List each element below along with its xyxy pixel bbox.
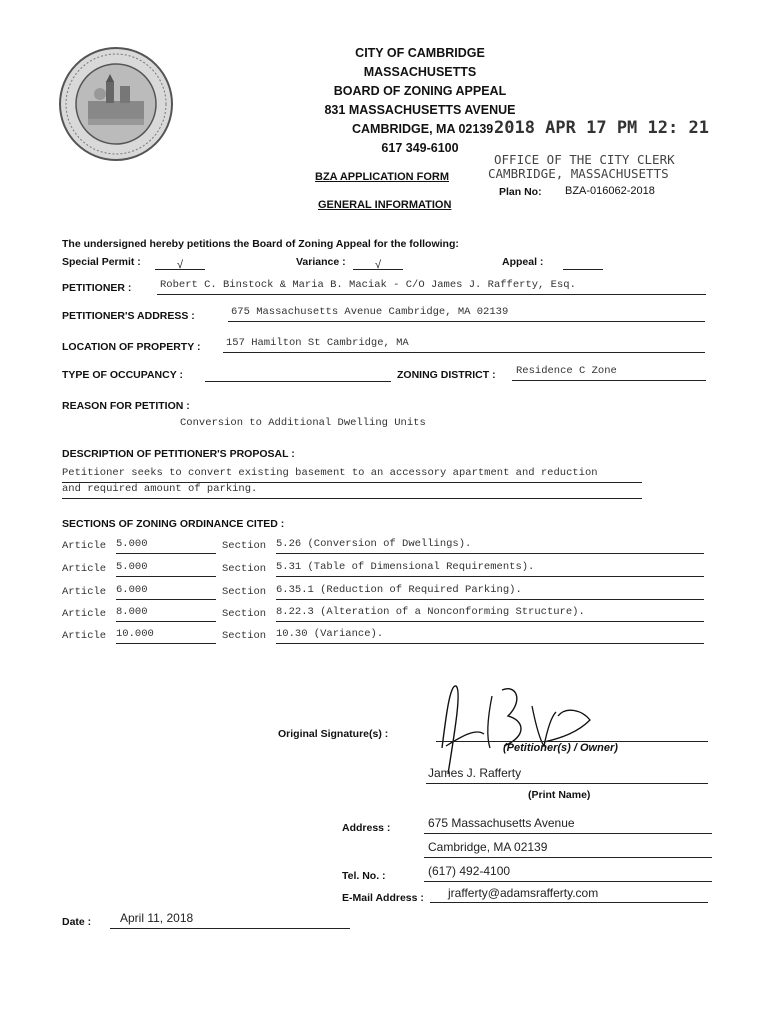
proposal-label: DESCRIPTION OF PETITIONER'S PROPOSAL : (62, 448, 295, 460)
section-word: Section (222, 586, 267, 598)
article-number: 6.000 (116, 584, 216, 600)
reason-label: REASON FOR PETITION : (62, 400, 190, 412)
section-word: Section (222, 540, 267, 552)
petitioner-label: PETITIONER : (62, 282, 132, 294)
plan-number: BZA-016062-2018 (565, 185, 655, 197)
seal-emblem-icon (58, 46, 174, 162)
header-phone: 617 349-6100 (381, 141, 459, 155)
sections-row-4 (62, 606, 704, 624)
article-word: Article (62, 586, 107, 598)
printed-name: James J. Rafferty (428, 766, 522, 780)
appeal-label: Appeal : (502, 256, 544, 268)
stamp-city: CAMBRIDGE, MASSACHUSETTS (488, 166, 669, 181)
intro-text: The undersigned hereby petitions the Board of Zoning Appeal for the following: (62, 238, 459, 250)
section-word: Section (222, 630, 267, 642)
article-number: 5.000 (116, 538, 216, 554)
tel-field[interactable]: (617) 492-4100 (424, 864, 712, 882)
location-field[interactable]: 157 Hamilton St Cambridge, MA (223, 337, 705, 353)
section-word: Section (222, 608, 267, 620)
proposal-line-1: Petitioner seeks to convert existing basement to an accessory apartment and reduction (62, 467, 642, 483)
printed-name-line (426, 782, 708, 784)
reason-value: Conversion to Additional Dwelling Units (180, 417, 426, 429)
header-street: 831 MASSACHUSETTS AVENUE (324, 103, 516, 117)
header-citystate: CAMBRIDGE, MA 02139 (352, 122, 494, 136)
variance-check: √ (374, 259, 382, 271)
article-word: Article (62, 540, 107, 552)
section-text: 6.35.1 (Reduction of Required Parking). (276, 584, 704, 600)
zoning-district-field[interactable]: Residence C Zone (512, 365, 706, 381)
special-permit-check: √ (176, 259, 184, 271)
proposal-line-2: and required amount of parking. (62, 483, 642, 499)
header-state: MASSACHUSETTS (363, 65, 477, 79)
address-line-2[interactable]: Cambridge, MA 02139 (424, 840, 712, 858)
signature-label: Original Signature(s) : (278, 728, 389, 740)
sections-row-2 (62, 561, 704, 579)
occupancy-field[interactable] (205, 366, 391, 382)
section-word: Section (222, 563, 267, 575)
location-label: LOCATION OF PROPERTY : (62, 341, 201, 353)
tel-label: Tel. No. : (342, 870, 386, 882)
sections-label: SECTIONS OF ZONING ORDINANCE CITED : (62, 518, 285, 530)
sections-row-3 (62, 584, 704, 602)
email-field[interactable]: jrafferty@adamsrafferty.com (430, 886, 708, 903)
article-number: 5.000 (116, 561, 216, 577)
header-board: BOARD OF ZONING APPEAL (333, 84, 507, 98)
section-text: 10.30 (Variance). (276, 628, 704, 644)
special-permit-label: Special Permit : (62, 256, 141, 268)
signature-role: (Petitioner(s) / Owner) (503, 742, 618, 754)
address-label: Address : (342, 822, 391, 834)
article-number: 8.000 (116, 606, 216, 622)
article-word: Article (62, 608, 107, 620)
sections-row-1 (62, 538, 704, 556)
petitioner-address-field[interactable]: 675 Massachusetts Avenue Cambridge, MA 02139 (228, 306, 705, 322)
email-label: E-Mail Address : (342, 892, 424, 904)
variance-label: Variance : (296, 256, 346, 268)
date-label: Date : (62, 916, 92, 928)
received-stamp-date: 2018 APR 17 PM 12: 21 (494, 118, 709, 138)
article-word: Article (62, 630, 107, 642)
signature-scribble-icon (432, 676, 602, 776)
date-field[interactable]: April 11, 2018 (110, 911, 350, 929)
occupancy-label: TYPE OF OCCUPANCY : (62, 369, 183, 381)
plan-label: Plan No: (499, 186, 542, 198)
general-info-heading: GENERAL INFORMATION (318, 199, 452, 211)
variance-field[interactable] (353, 255, 403, 270)
petitioner-address-label: PETITIONER'S ADDRESS : (62, 310, 195, 322)
section-text: 8.22.3 (Alteration of a Nonconforming Structure). (276, 606, 704, 622)
article-number: 10.000 (116, 628, 216, 644)
section-text: 5.26 (Conversion of Dwellings). (276, 538, 704, 554)
zoning-district-label: ZONING DISTRICT : (397, 369, 496, 381)
appeal-field[interactable] (563, 255, 603, 270)
article-word: Article (62, 563, 107, 575)
address-line-1[interactable]: 675 Massachusetts Avenue (424, 816, 712, 834)
special-permit-field[interactable] (155, 255, 205, 270)
print-name-label: (Print Name) (528, 789, 591, 801)
form-title: BZA APPLICATION FORM (315, 171, 450, 183)
header-city: CITY OF CAMBRIDGE (355, 46, 485, 60)
sections-row-5 (62, 628, 704, 646)
handwritten-signature (432, 676, 602, 776)
city-seal (58, 46, 174, 162)
petitioner-field[interactable]: Robert C. Binstock & Maria B. Maciak - C/O James J. Rafferty, Esq. (157, 279, 706, 295)
stamp-office: OFFICE OF THE CITY CLERK (494, 152, 675, 167)
section-text: 5.31 (Table of Dimensional Requirements). (276, 561, 704, 577)
